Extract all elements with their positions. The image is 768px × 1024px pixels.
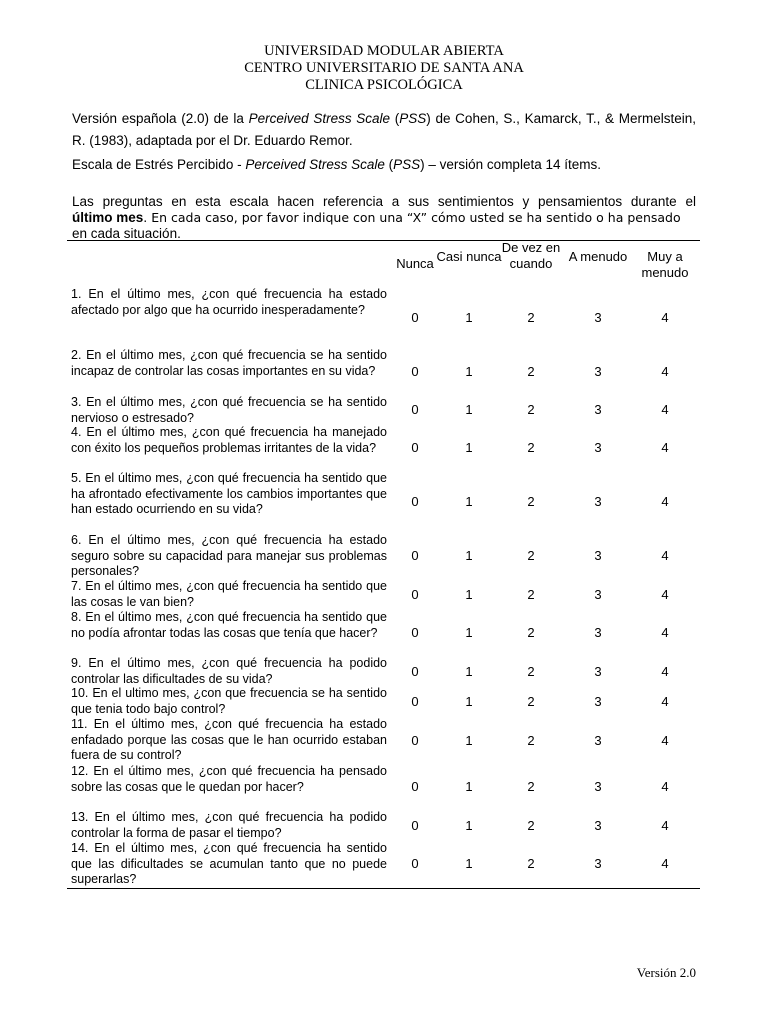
question-6-col-muy-a-menudo-value: 4	[661, 548, 669, 563]
question-11-col-a-menudo-value: 3	[594, 733, 602, 748]
question-14-col-casi-nunca-value: 1	[465, 856, 473, 871]
center-name: CENTRO UNIVERSITARIO DE SANTA ANA	[244, 60, 524, 76]
question-3-col-a-menudo-value: 3	[594, 402, 602, 417]
question-2-col-casi-nunca-value: 1	[465, 364, 473, 379]
question-3-col-casi-nunca-value: 1	[465, 402, 473, 417]
intro-text: (	[390, 111, 400, 126]
clinic-name: CLINICA PSICOLÓGICA	[305, 77, 463, 93]
question-12-col-muy-a-menudo-value: 4	[661, 779, 669, 794]
question-6-text: 6. En el último mes, ¿con qué frecuencia ha estado seguro sobre su capacidad para manejar sus problemas personales?	[71, 533, 387, 578]
question-13-col-nunca-value: 0	[411, 818, 419, 833]
question-8-col-a-menudo-value: 3	[594, 625, 602, 640]
question-3-text: 3. En el último mes, ¿con qué frecuencia se ha sentido nervioso o estresado?	[71, 395, 387, 425]
question-11-col-muy-a-menudo-value: 4	[661, 733, 669, 748]
question-13-col-muy-a-menudo-value: 4	[661, 818, 669, 833]
question-1-col-a-menudo-value: 3	[594, 310, 602, 325]
institution-name: UNIVERSIDAD MODULAR ABIERTA	[264, 43, 504, 59]
question-2-col-de-vez-en-cuando-value: 2	[527, 364, 535, 379]
question-10-col-casi-nunca-value: 1	[465, 694, 473, 709]
question-5-col-de-vez-en-cuando-value: 2	[527, 494, 535, 509]
question-4-col-de-vez-en-cuando-value: 2	[527, 440, 535, 455]
instructions-bold-term: último mes	[72, 210, 144, 225]
question-9-col-a-menudo-value: 3	[594, 664, 602, 679]
question-13-col-de-vez-en-cuando-value: 2	[527, 818, 535, 833]
instructions-line-3: en cada situación.	[72, 226, 181, 241]
question-6-col-nunca-value: 0	[411, 548, 419, 563]
table-bottom-rule	[67, 888, 700, 889]
question-4-col-a-menudo-value: 3	[594, 440, 602, 455]
question-11-text: 11. En el último mes, ¿con qué frecuencia ha estado enfadado porque las cosas que le han ocurrido estaban fuera de su control?	[71, 717, 387, 762]
question-1-col-casi-nunca-value: 1	[465, 310, 473, 325]
question-14-text: 14. En el último mes, ¿con qué frecuencia ha sentido que las dificultades se acumulan tanto que no puede superarlas?	[71, 841, 387, 886]
question-2-col-nunca-value: 0	[411, 364, 419, 379]
question-8-col-de-vez-en-cuando-value: 2	[527, 625, 535, 640]
question-12-col-nunca-value: 0	[411, 779, 419, 794]
question-7-col-nunca-value: 0	[411, 587, 419, 602]
question-2-col-muy-a-menudo-value: 4	[661, 364, 669, 379]
intro-text: (	[384, 157, 394, 172]
version-footer: Versión 2.0	[636, 965, 696, 980]
question-10-text: 10. En el ultimo mes, ¿con que frecuencia se ha sentido que tenia todo bajo control?	[71, 686, 387, 716]
instructions-line-1: Las preguntas en esta escala hacen referencia a sus sentimientos y pensamientos durante el	[72, 194, 696, 209]
intro-text: ) de Cohen, S., Kamarck, T., & Mermelstein, R. (1983), adaptada por el Dr. Eduardo Remor.	[72, 111, 697, 148]
col-casi-nunca-header: Casi nunca	[436, 249, 502, 264]
intro-paragraph-1	[72, 108, 696, 152]
intro-italic-scale-name: Perceived Stress Scale	[248, 111, 391, 126]
question-11-col-de-vez-en-cuando-value: 2	[527, 733, 535, 748]
question-13-col-a-menudo-value: 3	[594, 818, 602, 833]
question-10-col-muy-a-menudo-value: 4	[661, 694, 669, 709]
question-6-col-a-menudo-value: 3	[594, 548, 602, 563]
question-14-col-a-menudo-value: 3	[594, 856, 602, 871]
intro-text: Escala de Estrés Percibido -	[72, 157, 246, 172]
instructions-line-2	[72, 210, 696, 226]
question-8-col-muy-a-menudo-value: 4	[661, 625, 669, 640]
intro-text: ) – versión completa 14 ítems.	[420, 157, 601, 172]
question-7-col-casi-nunca-value: 1	[465, 587, 473, 602]
question-5-col-muy-a-menudo-value: 4	[661, 494, 669, 509]
question-1-col-nunca-value: 0	[411, 310, 419, 325]
question-9-col-nunca-value: 0	[411, 664, 419, 679]
question-1-col-de-vez-en-cuando-value: 2	[527, 310, 535, 325]
col-nunca-header: Nunca	[396, 256, 434, 271]
question-3-col-nunca-value: 0	[411, 402, 419, 417]
question-1-text: 1. En el último mes, ¿con qué frecuencia ha estado afectado por algo que ha ocurrido inesperadamente?	[71, 287, 387, 317]
question-3-col-de-vez-en-cuando-value: 2	[527, 402, 535, 417]
question-10-col-a-menudo-value: 3	[594, 694, 602, 709]
question-3-col-muy-a-menudo-value: 4	[661, 402, 669, 417]
question-5-col-casi-nunca-value: 1	[465, 494, 473, 509]
question-14-col-de-vez-en-cuando-value: 2	[527, 856, 535, 871]
question-2-text: 2. En el último mes, ¿con qué frecuencia se ha sentido incapaz de controlar las cosas importantes en su vida?	[71, 348, 387, 378]
instructions	[72, 194, 696, 242]
table-top-rule	[67, 240, 700, 241]
question-10-col-nunca-value: 0	[411, 694, 419, 709]
question-11-col-nunca-value: 0	[411, 733, 419, 748]
question-10-col-de-vez-en-cuando-value: 2	[527, 694, 535, 709]
question-6-col-casi-nunca-value: 1	[465, 548, 473, 563]
col-a-menudo-header: A menudo	[568, 249, 628, 264]
question-12-col-de-vez-en-cuando-value: 2	[527, 779, 535, 794]
question-14-col-muy-a-menudo-value: 4	[661, 856, 669, 871]
question-1-col-muy-a-menudo-value: 4	[661, 310, 669, 325]
question-12-col-casi-nunca-value: 1	[465, 779, 473, 794]
question-4-col-muy-a-menudo-value: 4	[661, 440, 669, 455]
question-7-col-a-menudo-value: 3	[594, 587, 602, 602]
question-8-col-casi-nunca-value: 1	[465, 625, 473, 640]
question-8-col-nunca-value: 0	[411, 625, 419, 640]
question-13-col-casi-nunca-value: 1	[465, 818, 473, 833]
intro-italic-abbrev: PSS	[399, 111, 427, 126]
intro-italic-scale-name: Perceived Stress Scale	[245, 157, 385, 172]
question-13-text: 13. En el último mes, ¿con qué frecuencia ha podido controlar la forma de pasar el tiempo?	[71, 810, 387, 840]
question-7-col-de-vez-en-cuando-value: 2	[527, 587, 535, 602]
intro-italic-abbrev: PSS	[393, 157, 421, 172]
col-de-vez-en-cuando-header: De vez en cuando	[501, 240, 561, 271]
instructions-text: . En cada caso, por favor indique con una “X” cómo usted se ha sentido o ha pensado	[143, 210, 681, 225]
question-4-col-nunca-value: 0	[411, 440, 419, 455]
question-6-col-de-vez-en-cuando-value: 2	[527, 548, 535, 563]
question-12-col-a-menudo-value: 3	[594, 779, 602, 794]
question-5-col-a-menudo-value: 3	[594, 494, 602, 509]
question-9-col-de-vez-en-cuando-value: 2	[527, 664, 535, 679]
question-2-col-a-menudo-value: 3	[594, 364, 602, 379]
question-9-text: 9. En el último mes, ¿con qué frecuencia ha podido controlar las dificultades de su vida?	[71, 656, 387, 686]
question-4-col-casi-nunca-value: 1	[465, 440, 473, 455]
question-8-text: 8. En el último mes, ¿con qué frecuencia ha sentido que no podía afrontar todas las cosas que tenía que hacer?	[71, 610, 387, 640]
question-11-col-casi-nunca-value: 1	[465, 733, 473, 748]
question-7-text: 7. En el último mes, ¿con qué frecuencia ha sentido que las cosas le van bien?	[71, 579, 387, 609]
question-5-text: 5. En el último mes, ¿con qué frecuencia ha sentido que ha afrontado efectivamente los cambios importantes que han estado ocurriendo en su vida?	[71, 471, 387, 516]
intro-paragraph-2	[72, 156, 696, 173]
question-9-col-casi-nunca-value: 1	[465, 664, 473, 679]
question-4-text: 4. En el último mes, ¿con qué frecuencia ha manejado con éxito los pequeños problemas irritantes de la vida?	[71, 425, 387, 455]
question-9-col-muy-a-menudo-value: 4	[661, 664, 669, 679]
question-12-text: 12. En el último mes, ¿con qué frecuencia ha pensado sobre las cosas que le quedan por hacer?	[71, 764, 387, 794]
intro-text: Versión española (2.0) de la	[72, 111, 249, 126]
question-14-col-nunca-value: 0	[411, 856, 419, 871]
question-5-col-nunca-value: 0	[411, 494, 419, 509]
question-7-col-muy-a-menudo-value: 4	[661, 587, 669, 602]
col-muy-a-menudo-header: Muy a menudo	[641, 249, 689, 280]
